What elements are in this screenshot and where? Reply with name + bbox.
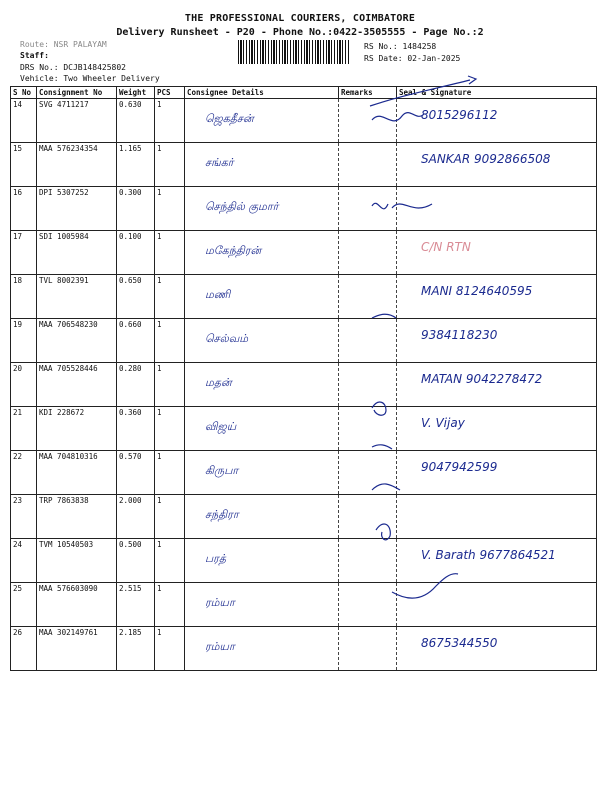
row-consignment-no: MAA 576234354 xyxy=(37,143,117,187)
vehicle-type: Vehicle: Two Wheeler Delivery xyxy=(20,74,160,83)
row-consignee: ஜெகதீசன் xyxy=(185,99,339,143)
row-pcs: 1 xyxy=(155,407,185,451)
col-sno: S No xyxy=(11,87,37,99)
drs-number: DRS No.: DCJB148425802 xyxy=(20,63,126,72)
row-weight: 0.650 xyxy=(117,275,155,319)
row-weight: 2.515 xyxy=(117,583,155,627)
row-signature: V. Barath 9677864521 xyxy=(397,539,597,583)
row-consignment-no: MAA 706548230 xyxy=(37,319,117,363)
row-consignee: மதன் xyxy=(185,363,339,407)
row-weight: 0.630 xyxy=(117,99,155,143)
row-signature: MANI 8124640595 xyxy=(397,275,597,319)
row-pcs: 1 xyxy=(155,319,185,363)
row-signature: V. Vijay xyxy=(397,407,597,451)
row-consignee: விஜய் xyxy=(185,407,339,451)
row-weight: 0.300 xyxy=(117,187,155,231)
row-signature: 8015296112 xyxy=(397,99,597,143)
row-sno: 22 xyxy=(11,451,37,495)
company-title: THE PROFESSIONAL COURIERS, COIMBATORE xyxy=(184,13,416,24)
staff-label: Staff: xyxy=(20,51,49,60)
row-consignment-no: MAA 302149761 xyxy=(37,627,117,671)
row-consignee: ரம்யா xyxy=(185,627,339,671)
row-consignment-no: SDI 1005984 xyxy=(37,231,117,275)
row-consignee: மகேந்திரன் xyxy=(185,231,339,275)
rs-date: RS Date: 02-Jan-2025 xyxy=(364,54,461,63)
row-sno: 20 xyxy=(11,363,37,407)
runsheet-subtitle: Delivery Runsheet - P20 - Phone No.:0422-3505555 - Page No.:2 xyxy=(116,27,484,38)
row-consignee: சந்திரா xyxy=(185,495,339,539)
row-weight: 0.360 xyxy=(117,407,155,451)
row-pcs: 1 xyxy=(155,275,185,319)
row-consignment-no: SVG 4711217 xyxy=(37,99,117,143)
row-sno: 18 xyxy=(11,275,37,319)
row-weight: 2.000 xyxy=(117,495,155,539)
route-label: Route: NSR PALAYAM xyxy=(20,40,107,49)
col-seal: Seal & Signature xyxy=(397,87,597,99)
col-consignment: Consignment No xyxy=(37,87,117,99)
row-consignment-no: TRP 7863838 xyxy=(37,495,117,539)
row-signature: MATAN 9042278472 xyxy=(397,363,597,407)
row-weight: 0.100 xyxy=(117,231,155,275)
row-sno: 21 xyxy=(11,407,37,451)
row-consignment-no: MAA 705528446 xyxy=(37,363,117,407)
row-sno: 17 xyxy=(11,231,37,275)
row-consignee: சங்கர் xyxy=(185,143,339,187)
row-sno: 19 xyxy=(11,319,37,363)
row-signature: 8675344550 xyxy=(397,627,597,671)
row-signature: 9047942599 xyxy=(397,451,597,495)
row-consignee: செல்வம் xyxy=(185,319,339,363)
row-sno: 23 xyxy=(11,495,37,539)
col-weight: Weight xyxy=(117,87,155,99)
row-weight: 1.165 xyxy=(117,143,155,187)
row-sno: 14 xyxy=(11,99,37,143)
row-pcs: 1 xyxy=(155,231,185,275)
row-consignee: பரத் xyxy=(185,539,339,583)
rs-number: RS No.: 1484258 xyxy=(364,42,437,51)
row-weight: 0.570 xyxy=(117,451,155,495)
row-pcs: 1 xyxy=(155,99,185,143)
row-weight: 0.500 xyxy=(117,539,155,583)
row-consignee: செந்தில் குமார் xyxy=(185,187,339,231)
row-pcs: 1 xyxy=(155,583,185,627)
row-consignee: ரம்யா xyxy=(185,583,339,627)
row-consignment-no: TVM 10540503 xyxy=(37,539,117,583)
row-sno: 26 xyxy=(11,627,37,671)
row-pcs: 1 xyxy=(155,539,185,583)
row-consignment-no: MAA 576603090 xyxy=(37,583,117,627)
row-pcs: 1 xyxy=(155,143,185,187)
row-consignment-no: DPI 5307252 xyxy=(37,187,117,231)
row-pcs: 1 xyxy=(155,363,185,407)
row-weight: 2.185 xyxy=(117,627,155,671)
row-consignee: கிருபா xyxy=(185,451,339,495)
col-consignee: Consignee Details xyxy=(185,87,339,99)
row-consignment-no: MAA 704810316 xyxy=(37,451,117,495)
row-signature: C/N RTN xyxy=(397,231,597,275)
row-pcs: 1 xyxy=(155,495,185,539)
row-weight: 0.660 xyxy=(117,319,155,363)
row-pcs: 1 xyxy=(155,451,185,495)
row-sno: 15 xyxy=(11,143,37,187)
row-sno: 24 xyxy=(11,539,37,583)
row-consignment-no: KDI 228672 xyxy=(37,407,117,451)
row-consignment-no: TVL 8002391 xyxy=(37,275,117,319)
row-sno: 16 xyxy=(11,187,37,231)
row-signature: SANKAR 9092866508 xyxy=(397,143,597,187)
col-remarks: Remarks xyxy=(339,87,397,99)
row-consignee: மணி xyxy=(185,275,339,319)
row-pcs: 1 xyxy=(155,187,185,231)
row-signature: 9384118230 xyxy=(397,319,597,363)
col-pcs: PCS xyxy=(155,87,185,99)
row-sno: 25 xyxy=(11,583,37,627)
row-pcs: 1 xyxy=(155,627,185,671)
row-weight: 0.280 xyxy=(117,363,155,407)
